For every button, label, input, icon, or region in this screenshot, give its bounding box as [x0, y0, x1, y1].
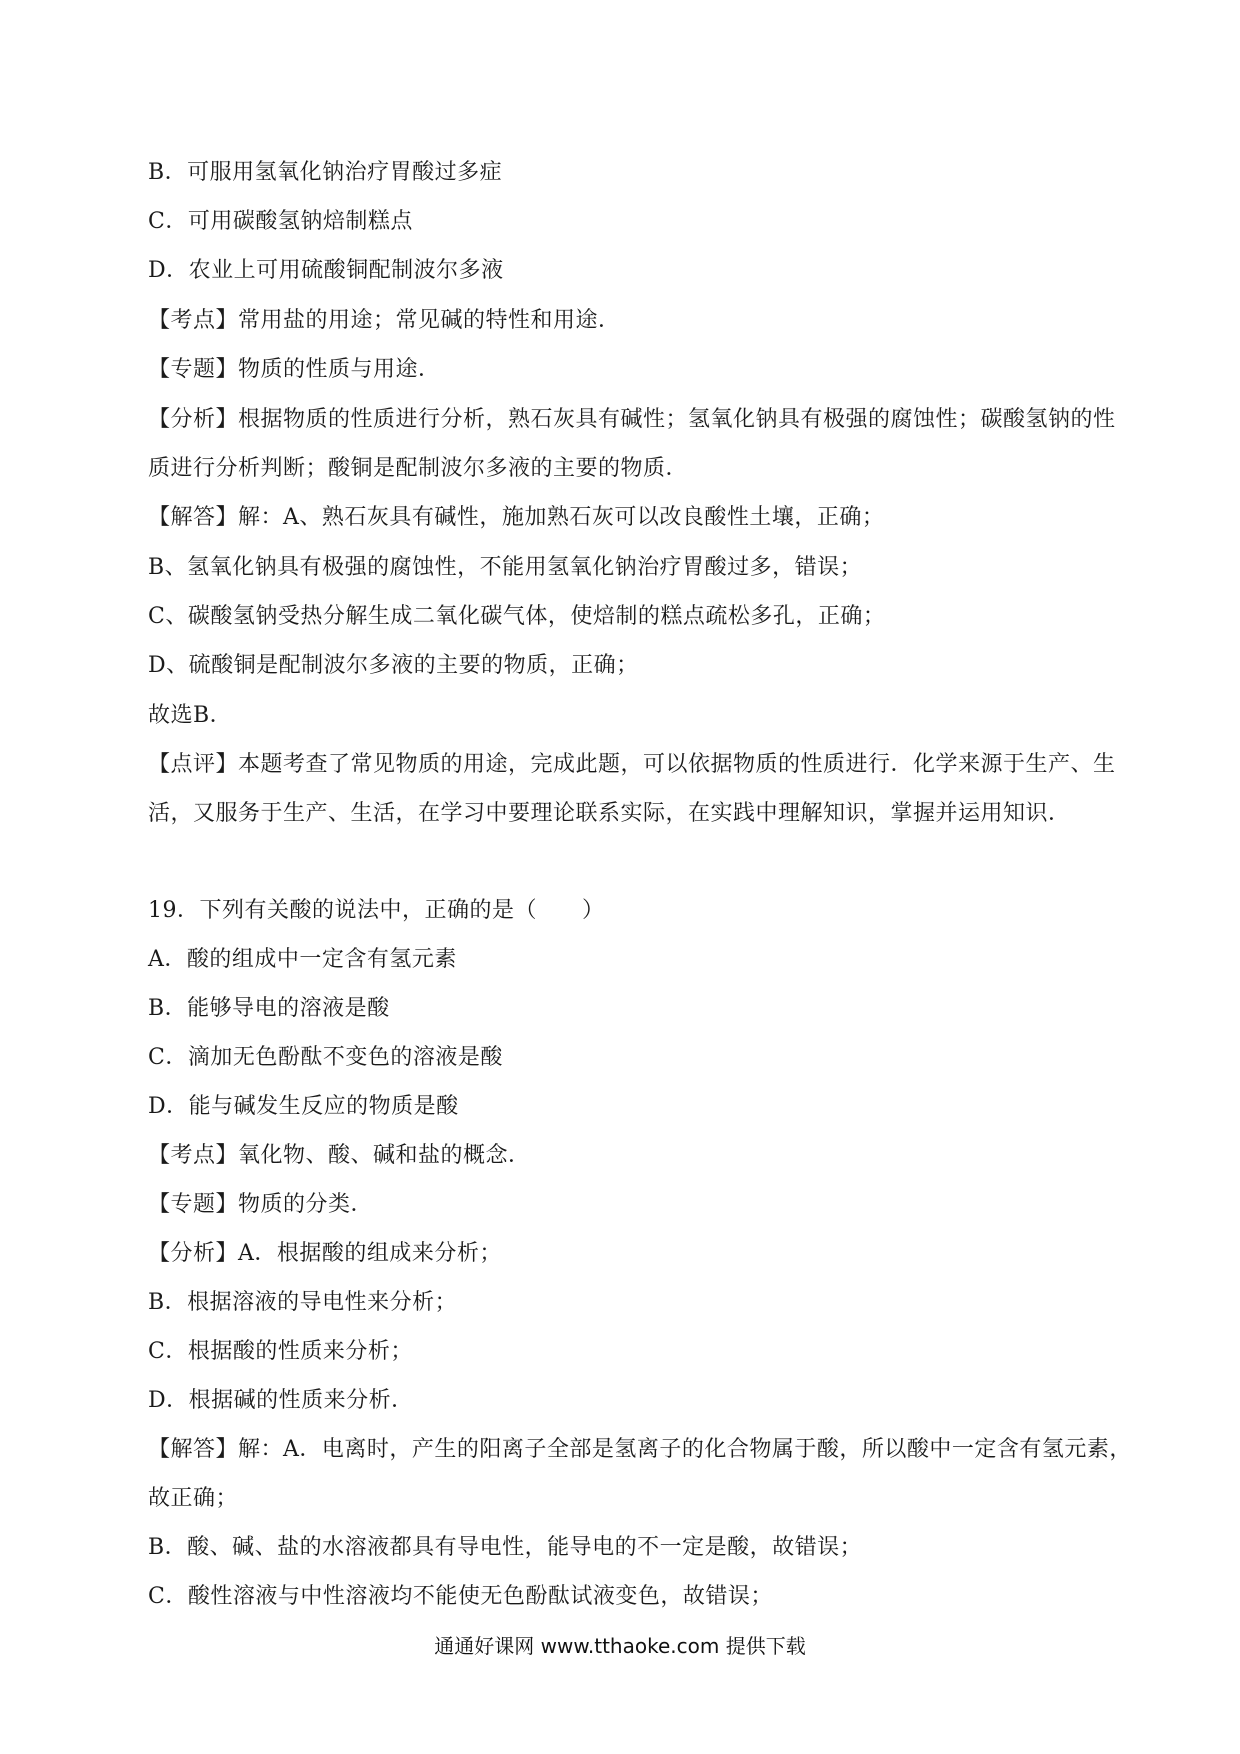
text-line: 【分析】A．根据酸的组成来分析；	[148, 1241, 502, 1266]
page-footer: 通通好课网 www.tthaoke.com 提供下载	[434, 1634, 806, 1658]
option-c: C．滴加无色酚酞不变色的溶液是酸	[148, 1045, 503, 1070]
text-line: 故选B．	[148, 703, 233, 728]
text-line: 【解答】解：A、熟石灰具有碱性，施加熟石灰可以改良酸性土壤，正确；	[148, 505, 885, 530]
text-line: 【考点】氧化物、酸、碱和盐的概念．	[148, 1143, 531, 1168]
text-line: C．酸性溶液与中性溶液均不能使无色酚酞试液变色，故错误；	[148, 1584, 773, 1609]
text-line: D、硫酸铜是配制波尔多液的主要的物质，正确；	[148, 653, 639, 678]
text-line: B．根据溶液的导电性来分析；	[148, 1290, 458, 1315]
text-line: B．可服用氢氧化钠治疗胃酸过多症	[148, 160, 503, 185]
text-line: 活，又服务于生产、生活，在学习中要理论联系实际，在实践中理解知识，掌握并运用知识．	[148, 801, 1071, 826]
text-line: B、氢氧化钠具有极强的腐蚀性，不能用氢氧化钠治疗胃酸过多，错误；	[148, 555, 863, 580]
text-line: 故正确；	[148, 1486, 239, 1511]
option-a: A．酸的组成中一定含有氢元素	[148, 947, 457, 972]
text-line: B．酸、碱、盐的水溶液都具有导电性，能导电的不一定是酸，故错误；	[148, 1535, 863, 1560]
text-line: 【考点】常用盐的用途；常见碱的特性和用途．	[148, 308, 621, 333]
text-line: C．根据酸的性质来分析；	[148, 1339, 413, 1364]
text-line: 【解答】解：A．电离时，产生的阳离子全部是氢离子的化合物属于酸，所以酸中一定含有氢元素，	[148, 1437, 1132, 1462]
text-line: D．根据碱的性质来分析．	[148, 1388, 414, 1413]
text-line: 质进行分析判断；酸铜是配制波尔多液的主要的物质．	[148, 456, 689, 481]
text-line: C、碳酸氢钠受热分解生成二氧化碳气体，使焙制的糕点疏松多孔，正确；	[148, 604, 886, 629]
question-title: 19．下列有关酸的说法中，正确的是（ ）	[148, 898, 605, 923]
text-line: 【专题】物质的性质与用途．	[148, 357, 441, 382]
text-line: 【点评】本题考查了常见物质的用途，完成此题，可以依据物质的性质进行．化学来源于生产、生	[148, 752, 1116, 777]
text-line: C．可用碳酸氢钠焙制糕点	[148, 209, 413, 234]
text-line: D．农业上可用硫酸铜配制波尔多液	[148, 258, 504, 283]
option-d: D．能与碱发生反应的物质是酸	[148, 1094, 459, 1119]
option-b: B．能够导电的溶液是酸	[148, 996, 390, 1021]
text-line: 【分析】根据物质的性质进行分析，熟石灰具有碱性；氢氧化钠具有极强的腐蚀性；碳酸氢钠的性	[148, 407, 1116, 432]
text-line: 【专题】物质的分类．	[148, 1192, 374, 1217]
